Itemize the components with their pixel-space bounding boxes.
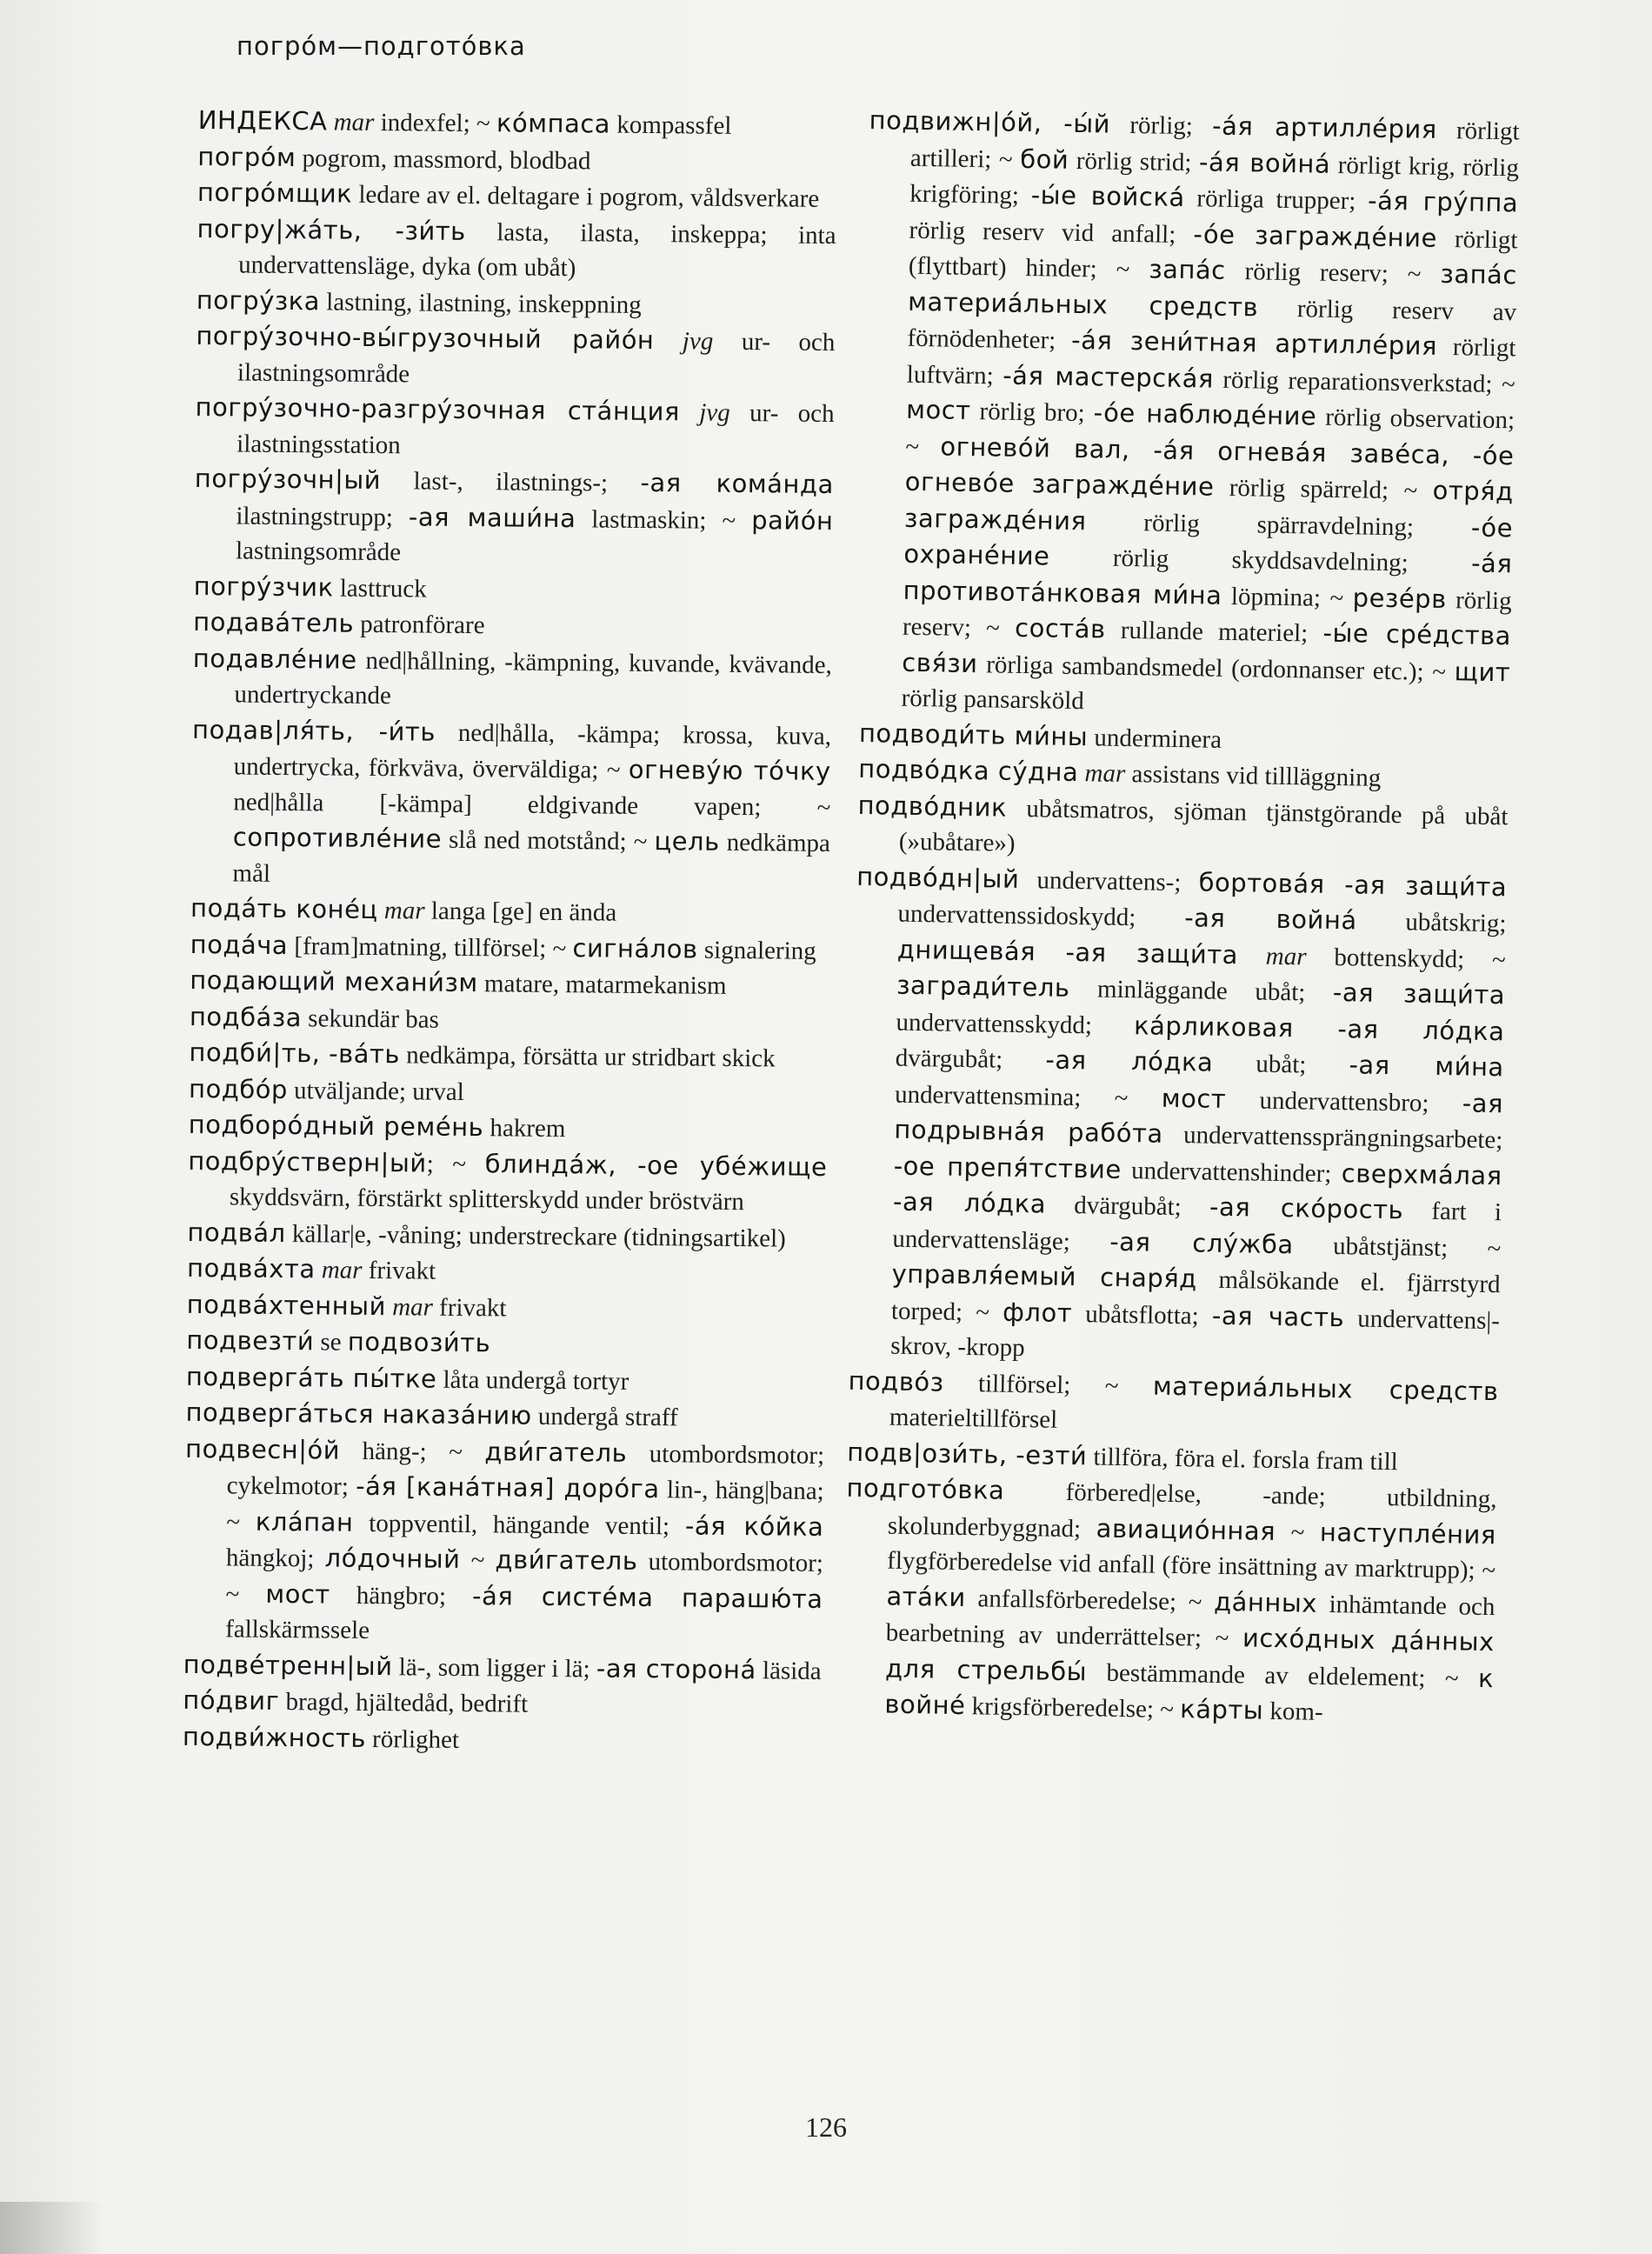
dictionary-entry: подви́жность rörlighet [182,1721,460,1754]
headword: ИНДЕКСА [197,104,328,137]
dictionary-entry: подавáтель patronförare [193,606,485,640]
russian-term: управля́емый снаря́д [891,1258,1198,1294]
russian-term: подвози́ть [347,1326,491,1358]
dictionary-entry: погру|жáть, -зи́ть lasta, ilasta, inskeppa; inta undervattensläge, dyka (om ubåt) [197,213,836,283]
headword: подвижн|óй, -ы́й [869,104,1111,139]
headword: подвергáть пы́тке [185,1361,437,1394]
russian-term: -áя кóйка [684,1510,824,1542]
russian-term: атáки [886,1581,967,1612]
headword: подвóдник [857,790,1008,823]
russian-term: наступлéния [1319,1517,1497,1550]
usage-label: mar [333,108,375,137]
russian-term: -áя противотáнковая ми́на [903,548,1513,610]
headword: погрýзочн|ый [194,463,382,496]
headword: погрýзочно-вы́грузочный райóн [196,320,655,356]
russian-term: дви́гатель [484,1436,628,1468]
headword: подвесн|óй [184,1433,341,1465]
usage-label: jvg [682,327,714,356]
russian-term: -áя грýппа [1367,185,1519,218]
russian-term: запáс материáльных средств [907,258,1518,322]
russian-term: блиндáж, -ое убéжище [484,1148,828,1182]
dictionary-entry: подвóдник ubåtsmatros, sjöman tjänstgörande på ubåt (»ubåtare») [857,790,1509,857]
russian-term: материáльных средств [1152,1370,1499,1406]
dictionary-entry: подвезти́ se подвози́ть [186,1324,491,1358]
russian-term: -ы́е войскá [1030,180,1185,213]
dictionary-entry: подавлéние ned|hållning, -kämpning, kuvande, kvävande, undertryckande [192,643,832,710]
dictionary-entry: подáча [fram]matning, tillförsel; ~ сигнáлов signalering [190,929,816,965]
dictionary-entry: ИНДЕКСА mar indexfel; ~ кóмпаса kompassfel [197,104,732,140]
russian-term: райóн [751,504,834,536]
headword: подбрýстверн|ый [188,1145,427,1178]
usage-label: jvg [699,398,730,427]
dictionary-entry: подвáл källar|e, -våning; understreckare (tidningsartikel) [187,1217,786,1253]
russian-term: -ая лóдка [1045,1044,1214,1077]
russian-term: резéрв [1352,582,1447,614]
russian-term: дви́гатель [495,1544,638,1576]
headword: подвóдн|ый [856,861,1020,894]
dictionary-entry: пóдвиг bragd, hjältedåd, bedrift [183,1684,529,1718]
russian-term: -áя зени́тная артиллéрия [1070,324,1438,361]
dictionary-entry: подвáхтенный mar frivakt [186,1289,507,1322]
dictionary-entry: подáть конéц mar langa [ge] en ända [190,892,617,927]
russian-term: огневóй вал, -áя огневáя завéса, -óе огневóе загражде́ние [904,430,1515,502]
dictionary-entry: погрýзка lastning, ilastning, inskeppning [196,284,642,319]
headword: погру|жáть, -зи́ть [197,213,466,246]
headword: подвезти́ [186,1324,315,1357]
headword: подготóвка [846,1472,1005,1505]
russian-term: -ое препя́тствие [893,1150,1122,1184]
running-header: погрóм—подготóвка [236,31,526,61]
russian-term: цель [654,826,720,857]
usage-label: mar [383,897,425,925]
usage-label: mar [392,1292,434,1322]
page-edge-shadow [0,2202,104,2254]
russian-term: загради́тель [896,970,1070,1003]
russian-term: к войнé [884,1663,1495,1721]
headword: подавáтель [193,606,355,638]
dictionary-entry: подв|ози́ть, -езти́ tillföra, föra el. forsla fram till [846,1437,1398,1476]
headword: подáть конéц [190,892,378,925]
russian-term: -ая маши́на [408,501,576,533]
russian-term: -ая войнá [1183,903,1357,936]
headword: подборóдный ремéнь [188,1109,484,1143]
russian-term: мост [905,394,971,425]
headword: подавлéние [192,643,357,675]
left-column [183,103,837,1761]
headword: подвóдка сýдна [858,753,1079,788]
russian-term: бортовáя -ая защи́та [1198,866,1508,902]
russian-term: огневýю тóчку [628,754,831,787]
russian-term: -ая слýжба [1109,1226,1295,1259]
headword: подвóз [848,1365,944,1397]
dictionary-entry: подвесн|óй häng-; ~ дви́гатель utombordsmotor; cykelmotor; -áя [канáтная] дорóга lin-, häng|bana; ~ клáпан toppventil, hängande ventil; -áя кóйка hängkoj; лóдочный ~ дви́гатель utombordsmotor; ~ мост hängbro; -áя систéма парашю́та fallskärmssele [184,1433,825,1644]
usage-label: mar [1084,759,1126,788]
dictionary-entry: погрóмщик ledare av el. deltagare i pogrom, våldsverkare [197,177,820,213]
dictionary-entry: погрýзочно-вы́грузочный райóн jvg ur- och ilastningsområde [196,320,836,388]
russian-term: -áя мастерскáя [1002,360,1215,394]
russian-term: сигнáлов [572,932,698,964]
headword: подби́|ть, -вáть [189,1037,401,1070]
headword: подводи́ть ми́ны [858,717,1089,751]
russian-term: мост [1161,1083,1227,1114]
russian-term: запáс [1149,254,1226,285]
russian-term: -óе охранéние [903,512,1514,571]
dictionary-entry: подвижн|óй, -ы́й rörlig; -áя артиллéрия rörligt artilleri; ~ бой rörlig strid; -áя войнá rörligt krig, rörlig krigföring; -ы́е войскá rörliga trupper; -áя грýппа rörlig reserv vid anfall; -óе загражде́ние rörligt (flyttbart) hinder; ~ запáс rörlig reserv; ~ запáс материáльных средств rörlig reserv av förnödenheter; -áя зени́тная артиллéрия rörligt luftvärn; -áя мастерскáя rörlig reparationsverkstad; ~ мост rörlig bro; -óе наблюдéние rörlig observation; ~ огневóй вал, -áя огневáя завéса, -óе огневóе загражде́ние rörlig spärreld; ~ отря́д заграждéния rörlig spärravdelning; -óе охранéние rörlig skyddsavdelning; -áя противотáнковая ми́на löpmina; ~ резéрв rörlig reserv; ~ состáв rullande materiel; -ы́е срéдства свя́зи rörliga sambandsmedel (ordonnanser etc.); ~ щит rörlig pansarsköld [869,104,1520,716]
headword: подбáза [189,1001,303,1032]
russian-term: исхóдных дáнных для стрельбы́ [884,1623,1495,1686]
dictionary-entry: подвáхта mar frivakt [186,1252,436,1285]
russian-term: -ая часть [1211,1300,1345,1332]
dictionary-entry: подвергáть пы́тке låta undergå tortyr [185,1361,629,1396]
dictionary-entry: погрýзочно-разгрýзочная стáнция jvg ur- och ilastningsstation [195,391,835,459]
headword: подви́жность [182,1721,367,1753]
russian-term: -ая комáнда [640,467,834,500]
headword: подвáхтенный [186,1289,387,1321]
headword: погрýзчик [193,570,334,603]
right-column [843,103,1520,1733]
russian-term: авиациóнная [1096,1513,1276,1546]
dictionary-entry: подвóдн|ый undervattens-; бортовáя -ая защи́та undervattenssidoskydd; -ая войнá ubåtskrig; днищевáя -ая защи́та mar bottenskydd; ~ загради́тель minläggande ubåt; -ая защи́та undervattensskydd; кáрликовая -ая лóдка dvärgubåt; -ая лóдка ubåt; -ая ми́на undervattensmina; ~ мост undervattensbro; -ая подрывнáя рабóта undervattenssprängningsarbete; -ое препя́тствие undervattenshinder; сверхмáлая -ая лóдка dvärgubåt; -ая скóрость fart i undervattensläge; -ая слýжба ubåtstjänst; ~ управля́емый снаря́д målsökande el. fjärrstyrd torped; ~ флот ubåtsflotta; -ая часть undervattens|-skrov, -kropp [856,861,1508,1363]
headword: подвéтренн|ый [183,1649,393,1681]
russian-term: -áя войнá [1198,146,1331,179]
russian-term: мост [265,1578,330,1610]
russian-term: отря́д заграждéния [903,475,1514,536]
russian-term: -áя [канáтная] дорóга [356,1470,660,1504]
russian-term: -ая защи́та [1332,977,1506,1010]
dictionary-entry: погрóм pogrom, massmord, blodbad [197,141,591,175]
russian-term: -ая скóрость [1209,1191,1404,1225]
headword: погрóм [197,141,296,172]
dictionary-entry: подбрýстверн|ый; ~ блиндáж, -ое убéжище skyddsvärn, förstärkt splitterskydd under bröstvärn [188,1145,828,1217]
headword: пóдвиг [183,1684,280,1716]
headword: подв|ози́ть, -езти́ [846,1437,1088,1470]
dictionary-entry: подводи́ть ми́ны underminera [858,717,1222,754]
dictionary-entry: подвергáться наказáнию undergå straff [185,1397,678,1432]
dictionary-entry: подвéтренн|ый lä-, som ligger i lä; -ая сторонá läsida [183,1649,822,1685]
headword: погрýзка [196,284,321,316]
russian-term: -óе наблюдéние [1093,397,1317,431]
russian-term: кóмпаса [496,108,611,139]
russian-term: -ая подрывнáя рабóта [894,1087,1504,1149]
russian-term: сверхмáлая -ая лóдка [892,1157,1502,1219]
russian-term: щит [1454,656,1511,687]
headword: погрóмщик [197,177,353,209]
russian-term: -áя систéма парашю́та [471,1580,823,1614]
headword: подав|ля́ть, -и́ть [191,714,436,747]
russian-term: кáрликовая -ая лóдка [1133,1010,1505,1046]
russian-term: кáрты [1179,1694,1264,1725]
russian-term: сопротивлéние [232,822,443,854]
russian-term: дáнных [1213,1586,1318,1618]
dictionary-entry: подав|ля́ть, -и́ть ned|hålla, -kämpa; krossa, kuva, undertrycka, förkväva, överväldiga; ~ огневýю тóчку ned|hålla [-kämpa] eldgivande vapen; ~ сопротивлéние slå ned motstånd; ~ цель nedkämpa mål [191,714,832,888]
russian-term: состáв [1014,612,1106,644]
russian-term: -óе загражде́ние [1193,218,1438,253]
dictionary-entry: подающий механи́зм matare, matarmekanism [190,964,727,1000]
russian-term: -áя артиллéрия [1211,110,1438,144]
dictionary-entry: погрýзчик lasttruck [193,570,427,604]
dictionary-entry: подби́|ть, -вáть nedkämpa, försätta ur stridbart skick [189,1037,776,1073]
headword: подвáхта [186,1252,316,1284]
dictionary-entry: подбóр utväljande; urval [188,1073,464,1106]
usage-label: mar [1265,942,1307,970]
russian-term: -ая ми́на [1349,1050,1504,1083]
headword: подающий механи́зм [190,964,478,998]
headword: подвáл [187,1217,286,1248]
headword: погрýзочно-разгрýзочная стáнция [195,391,681,427]
russian-term: бой [1019,143,1069,175]
russian-term: флот [1002,1297,1073,1328]
headword: подвергáться наказáнию [185,1397,532,1430]
russian-term: -ы́е срéдства свя́зи [902,617,1512,678]
headword: подáча [190,929,289,960]
russian-term: днищевáя -ая защи́та [896,934,1239,970]
page-number: 126 [805,2111,847,2143]
dictionary-entry: погрýзочн|ый last-, ilastnings-; -ая комáнда ilastningstrupp; -ая маши́на lastmaskin; ~ райóн lastningsområde [194,463,834,567]
dictionary-entry: подбáза sekundär bas [189,1001,439,1034]
usage-label: mar [321,1256,363,1284]
russian-term: -ая сторонá [596,1652,756,1684]
dictionary-entry: подвóдка сýдна mar assistans vid tillläggning [858,753,1382,792]
russian-term: клáпан [255,1506,354,1537]
dictionary-entry: подвóз tillförsel; ~ материáльных средств materieltillförsel [848,1365,1499,1434]
russian-term: лóдочный [324,1543,461,1574]
dictionary-entry: подготóвка förbered|else, -ande; utbildning, skolunderbyggnad; авиациóнная ~ наступлéния flygförberedelse vid anfall (före insättning av marktrupp); ~ атáки anfallsförberedelse; ~ дáнных inhämtande och bearbetning av underrättelser; ~ исхóдных дáнных для стрельбы́ bestämmande av eldelement; ~ к войнé krigsförberedelse; ~ кáрты kom- [846,1472,1497,1726]
dictionary-entry: подборóдный ремéнь hakrem [188,1109,566,1144]
headword: подбóр [188,1073,289,1104]
